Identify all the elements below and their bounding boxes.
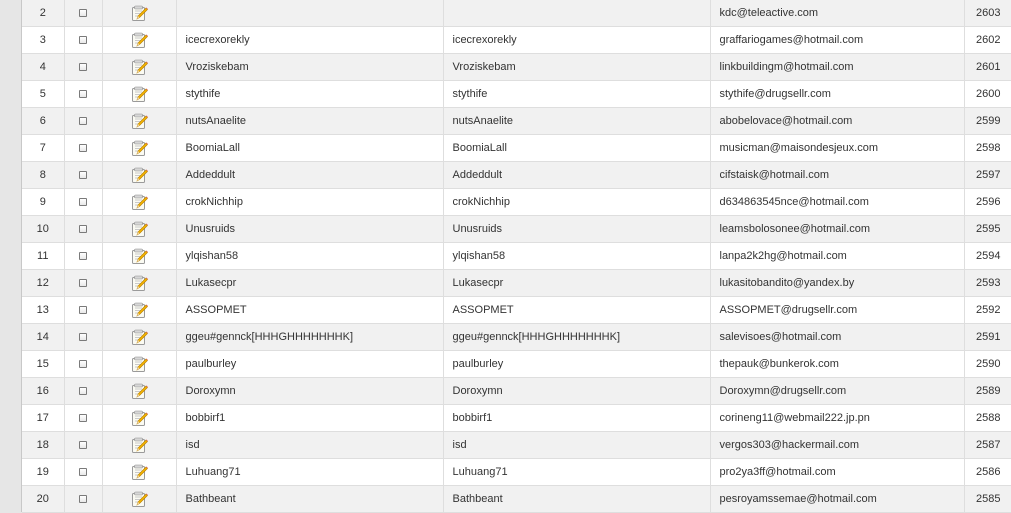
display-name-cell: Doroxymn — [443, 378, 710, 405]
user-id-cell: 2601 — [964, 54, 1011, 81]
row-select-cell[interactable] — [64, 351, 102, 378]
row-number: 19 — [22, 459, 64, 486]
edit-icon[interactable] — [131, 437, 148, 454]
row-number: 16 — [22, 378, 64, 405]
user-id-cell: 2593 — [964, 270, 1011, 297]
checkbox-icon[interactable] — [79, 387, 87, 395]
edit-icon[interactable] — [131, 491, 148, 508]
display-name-cell: Luhuang71 — [443, 459, 710, 486]
row-number: 11 — [22, 243, 64, 270]
edit-cell[interactable] — [102, 0, 176, 27]
display-name-cell: ggeu#gennck[HHHGHHHHHHHK] — [443, 324, 710, 351]
table-row[interactable] — [22, 351, 1011, 378]
email-cell: ASSOPMET@drugsellr.com — [710, 297, 964, 324]
edit-icon[interactable] — [131, 221, 148, 238]
edit-cell[interactable] — [102, 54, 176, 81]
display-name-cell: Unusruids — [443, 216, 710, 243]
display-name-cell: bobbirf1 — [443, 405, 710, 432]
edit-cell[interactable] — [102, 81, 176, 108]
display-name-cell: isd — [443, 432, 710, 459]
edit-cell[interactable] — [102, 378, 176, 405]
display-name-cell: ASSOPMET — [443, 297, 710, 324]
row-select-cell[interactable] — [64, 81, 102, 108]
checkbox-icon[interactable] — [79, 198, 87, 206]
row-select-cell[interactable] — [64, 459, 102, 486]
username-cell: isd — [176, 432, 443, 459]
edit-icon[interactable] — [131, 86, 148, 103]
edit-cell[interactable] — [102, 405, 176, 432]
row-select-cell[interactable] — [64, 297, 102, 324]
user-id-cell: 2588 — [964, 405, 1011, 432]
table-row[interactable] — [22, 108, 1011, 135]
username-cell: ASSOPMET — [176, 297, 443, 324]
edit-cell[interactable] — [102, 324, 176, 351]
row-select-cell[interactable] — [64, 243, 102, 270]
edit-icon[interactable] — [131, 167, 148, 184]
table-row[interactable] — [22, 378, 1011, 405]
edit-cell[interactable] — [102, 108, 176, 135]
table-row[interactable] — [22, 0, 1011, 27]
display-name-cell: icecrexorekly — [443, 27, 710, 54]
checkbox-icon[interactable] — [79, 306, 87, 314]
edit-icon[interactable] — [131, 302, 148, 319]
edit-cell[interactable] — [102, 189, 176, 216]
row-number: 13 — [22, 297, 64, 324]
row-select-cell[interactable] — [64, 378, 102, 405]
email-cell: pro2ya3ff@hotmail.com — [710, 459, 964, 486]
table-row[interactable] — [22, 324, 1011, 351]
table-row[interactable] — [22, 459, 1011, 486]
email-cell: d634863545nce@hotmail.com — [710, 189, 964, 216]
checkbox-icon[interactable] — [79, 441, 87, 449]
table-row[interactable] — [22, 27, 1011, 54]
edit-cell[interactable] — [102, 486, 176, 513]
email-cell: musicman@maisondesjeux.com — [710, 135, 964, 162]
edit-cell[interactable] — [102, 243, 176, 270]
checkbox-icon[interactable] — [79, 9, 87, 17]
row-select-cell[interactable] — [64, 0, 102, 27]
email-cell: abobelovace@hotmail.com — [710, 108, 964, 135]
edit-icon[interactable] — [131, 113, 148, 130]
user-id-cell: 2591 — [964, 324, 1011, 351]
email-cell: pesroyamssemae@hotmail.com — [710, 486, 964, 513]
row-select-cell[interactable] — [64, 135, 102, 162]
username-cell: Addeddult — [176, 162, 443, 189]
user-id-cell: 2603 — [964, 0, 1011, 27]
row-select-cell[interactable] — [64, 270, 102, 297]
checkbox-icon[interactable] — [79, 63, 87, 71]
checkbox-icon[interactable] — [79, 468, 87, 476]
checkbox-icon[interactable] — [79, 36, 87, 44]
username-cell: Luhuang71 — [176, 459, 443, 486]
edit-cell[interactable] — [102, 162, 176, 189]
user-id-cell: 2590 — [964, 351, 1011, 378]
display-name-cell: ylqishan58 — [443, 243, 710, 270]
display-name-cell: paulburley — [443, 351, 710, 378]
user-id-cell: 2585 — [964, 486, 1011, 513]
row-select-cell[interactable] — [64, 405, 102, 432]
username-cell: Lukasecpr — [176, 270, 443, 297]
checkbox-icon[interactable] — [79, 90, 87, 98]
edit-icon[interactable] — [131, 410, 148, 427]
username-cell: crokNichhip — [176, 189, 443, 216]
user-id-cell: 2592 — [964, 297, 1011, 324]
edit-cell[interactable] — [102, 27, 176, 54]
row-select-cell[interactable] — [64, 216, 102, 243]
row-number: 2 — [22, 0, 64, 27]
row-number: 12 — [22, 270, 64, 297]
row-select-cell[interactable] — [64, 27, 102, 54]
edit-cell[interactable] — [102, 216, 176, 243]
edit-icon[interactable] — [131, 248, 148, 265]
username-cell: Vroziskebam — [176, 54, 443, 81]
user-id-cell: 2595 — [964, 216, 1011, 243]
table-row[interactable] — [22, 270, 1011, 297]
edit-icon[interactable] — [131, 383, 148, 400]
user-id-cell: 2586 — [964, 459, 1011, 486]
checkbox-icon[interactable] — [79, 495, 87, 503]
username-cell: stythife — [176, 81, 443, 108]
users-table-panel — [21, 0, 1011, 512]
user-id-cell: 2589 — [964, 378, 1011, 405]
user-id-cell: 2587 — [964, 432, 1011, 459]
row-number: 14 — [22, 324, 64, 351]
edit-cell[interactable] — [102, 351, 176, 378]
username-cell: bobbirf1 — [176, 405, 443, 432]
checkbox-icon[interactable] — [79, 225, 87, 233]
table-row[interactable] — [22, 297, 1011, 324]
row-select-cell[interactable] — [64, 54, 102, 81]
row-select-cell[interactable] — [64, 108, 102, 135]
email-cell: kdc@teleactive.com — [710, 0, 964, 27]
edit-cell[interactable] — [102, 135, 176, 162]
row-number: 9 — [22, 189, 64, 216]
user-id-cell: 2596 — [964, 189, 1011, 216]
edit-icon[interactable] — [131, 194, 148, 211]
row-number: 8 — [22, 162, 64, 189]
table-row[interactable] — [22, 405, 1011, 432]
row-number: 18 — [22, 432, 64, 459]
row-number: 7 — [22, 135, 64, 162]
username-cell: Bathbeant — [176, 486, 443, 513]
user-id-cell: 2598 — [964, 135, 1011, 162]
table-row[interactable] — [22, 243, 1011, 270]
user-id-cell: 2594 — [964, 243, 1011, 270]
table-row[interactable] — [22, 486, 1011, 513]
row-number: 17 — [22, 405, 64, 432]
email-cell: graffariogames@hotmail.com — [710, 27, 964, 54]
edit-cell[interactable] — [102, 297, 176, 324]
email-cell: cifstaisk@hotmail.com — [710, 162, 964, 189]
row-select-cell[interactable] — [64, 486, 102, 513]
row-select-cell[interactable] — [64, 324, 102, 351]
user-id-cell: 2599 — [964, 108, 1011, 135]
table-row[interactable] — [22, 54, 1011, 81]
row-select-cell[interactable] — [64, 432, 102, 459]
username-cell: paulburley — [176, 351, 443, 378]
table-row[interactable] — [22, 432, 1011, 459]
table-row[interactable] — [22, 81, 1011, 108]
row-select-cell[interactable] — [64, 162, 102, 189]
username-cell: BoomiaLall — [176, 135, 443, 162]
username-cell: ggeu#gennck[HHHGHHHHHHHK] — [176, 324, 443, 351]
display-name-cell — [443, 0, 710, 27]
email-cell: leamsbolosonee@hotmail.com — [710, 216, 964, 243]
edit-cell[interactable] — [102, 432, 176, 459]
edit-icon[interactable] — [131, 464, 148, 481]
username-cell: icecrexorekly — [176, 27, 443, 54]
row-select-cell[interactable] — [64, 189, 102, 216]
display-name-cell: Addeddult — [443, 162, 710, 189]
checkbox-icon[interactable] — [79, 144, 87, 152]
email-cell: thepauk@bunkerok.com — [710, 351, 964, 378]
email-cell: stythife@drugsellr.com — [710, 81, 964, 108]
users-table — [22, 0, 1011, 513]
edit-icon[interactable] — [131, 356, 148, 373]
username-cell: Unusruids — [176, 216, 443, 243]
username-cell: nutsAnaelite — [176, 108, 443, 135]
checkbox-icon[interactable] — [79, 360, 87, 368]
user-id-cell: 2597 — [964, 162, 1011, 189]
table-row[interactable] — [22, 162, 1011, 189]
display-name-cell: Bathbeant — [443, 486, 710, 513]
display-name-cell: nutsAnaelite — [443, 108, 710, 135]
checkbox-icon[interactable] — [79, 252, 87, 260]
email-cell: vergos303@hackermail.com — [710, 432, 964, 459]
edit-icon[interactable] — [131, 140, 148, 157]
edit-icon[interactable] — [131, 59, 148, 76]
edit-icon[interactable] — [131, 329, 148, 346]
table-row[interactable] — [22, 216, 1011, 243]
edit-cell[interactable] — [102, 270, 176, 297]
row-number: 6 — [22, 108, 64, 135]
checkbox-icon[interactable] — [79, 171, 87, 179]
checkbox-icon[interactable] — [79, 117, 87, 125]
row-number: 15 — [22, 351, 64, 378]
checkbox-icon[interactable] — [79, 333, 87, 341]
email-cell: corineng11@webmail222.jp.pn — [710, 405, 964, 432]
username-cell — [176, 0, 443, 27]
display-name-cell: Lukasecpr — [443, 270, 710, 297]
edit-icon[interactable] — [131, 275, 148, 292]
table-row[interactable] — [22, 135, 1011, 162]
user-id-cell: 2602 — [964, 27, 1011, 54]
display-name-cell: Vroziskebam — [443, 54, 710, 81]
edit-icon[interactable] — [131, 32, 148, 49]
row-number: 20 — [22, 486, 64, 513]
email-cell: salevisoes@hotmail.com — [710, 324, 964, 351]
display-name-cell: crokNichhip — [443, 189, 710, 216]
username-cell: ylqishan58 — [176, 243, 443, 270]
email-cell: lanpa2k2hg@hotmail.com — [710, 243, 964, 270]
checkbox-icon[interactable] — [79, 279, 87, 287]
checkbox-icon[interactable] — [79, 414, 87, 422]
row-number: 10 — [22, 216, 64, 243]
display-name-cell: stythife — [443, 81, 710, 108]
email-cell: Doroxymn@drugsellr.com — [710, 378, 964, 405]
edit-cell[interactable] — [102, 459, 176, 486]
email-cell: lukasitobandito@yandex.by — [710, 270, 964, 297]
row-number: 5 — [22, 81, 64, 108]
row-number: 4 — [22, 54, 64, 81]
edit-icon[interactable] — [131, 5, 148, 22]
email-cell: linkbuildingm@hotmail.com — [710, 54, 964, 81]
user-id-cell: 2600 — [964, 81, 1011, 108]
row-number: 3 — [22, 27, 64, 54]
table-row[interactable] — [22, 189, 1011, 216]
username-cell: Doroxymn — [176, 378, 443, 405]
display-name-cell: BoomiaLall — [443, 135, 710, 162]
